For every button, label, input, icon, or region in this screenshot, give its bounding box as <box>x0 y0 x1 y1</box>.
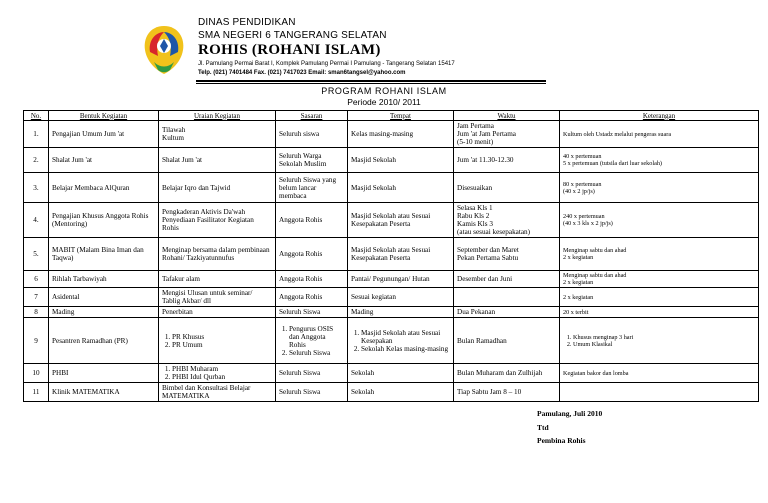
col-sasaran-header: Sasaran <box>276 111 348 121</box>
col-waktu-cell: Bulan Ramadhan <box>454 318 560 364</box>
col-bentuk-cell: Rihlah Tarbawiyah <box>49 271 159 288</box>
col-no-cell: 11 <box>24 383 49 402</box>
col-keterangan-cell: 2 x kegiatan <box>560 288 759 307</box>
cell-line: (5-10 menit) <box>457 138 494 146</box>
signature-place-date: Pamulang, Juli 2010 <box>537 409 603 418</box>
col-tempat-cell: Sekolah <box>348 383 454 402</box>
cell-line: Kamis Kls 3 <box>457 220 493 228</box>
col-uraian-cell: Tafakur alam <box>159 271 276 288</box>
cell-line: 240 x pertemuan <box>563 213 605 220</box>
list-item: 2. Umum Klasikal <box>573 341 755 348</box>
col-bentuk-cell: Asidental <box>49 288 159 307</box>
list-item: 1. PHBI Muharam <box>172 365 272 373</box>
col-waktu-cell: Jum 'at 11.30-12.30 <box>454 148 560 173</box>
cell-line: (atau sesuai kesepakatan) <box>457 228 531 236</box>
col-sasaran-cell <box>276 318 348 364</box>
cell-line: (40 x 3 kls x 2 jp/js) <box>563 220 613 227</box>
col-sasaran-cell: Seluruh Siswa <box>276 307 348 318</box>
header-rule <box>196 80 546 82</box>
signature-signer: Pembina Rohis <box>537 436 586 445</box>
cell-line: (40 x 2 jp/js) <box>563 187 595 195</box>
table-row <box>24 288 759 307</box>
table-row <box>24 364 759 383</box>
list-item: 1. Masjid Sekolah atau Sesuai Kesepakan <box>361 329 450 345</box>
col-uraian-cell: Mengisi Ulusan untuk seminar/ Tablig Akbar/ dll <box>159 288 276 307</box>
table-row <box>24 383 759 402</box>
header-rule-thin <box>196 83 546 84</box>
cell-line: Menginap sabtu dan ahad <box>563 272 627 279</box>
col-keterangan-cell: Kultum oleh Ustadz melalui pengeras suara <box>560 121 759 148</box>
school-logo-icon <box>140 22 188 80</box>
list-item: 1. Khusus menginap 3 hari <box>573 334 755 341</box>
col-no-cell: 4. <box>24 203 49 238</box>
table-body <box>24 121 759 402</box>
col-bentuk-cell: Pengajian Umum Jum 'at <box>49 121 159 148</box>
org-name: ROHIS (ROHANI ISLAM) <box>198 42 381 58</box>
col-no-cell: 6 <box>24 271 49 288</box>
list-item: 2. Seluruh Siswa <box>289 349 344 357</box>
cell-line: Tilawah <box>162 126 186 134</box>
col-uraian-cell <box>159 364 276 383</box>
col-uraian-cell: Menginap bersama dalam pembinaan Rohani/ Tazkiyatunnufus <box>159 238 276 271</box>
col-waktu-cell <box>454 288 560 307</box>
table-row <box>24 318 759 364</box>
cell-line: Kultum <box>162 134 184 142</box>
list-item: 2. Sekolah Kelas masing-masing <box>361 345 450 353</box>
col-keterangan-cell: 20 x terbit <box>560 307 759 318</box>
col-uraian-cell <box>159 121 276 148</box>
table-row <box>24 307 759 318</box>
col-no-cell: 7 <box>24 288 49 307</box>
col-waktu-cell: Bulan Muharam dan Zulhijah <box>454 364 560 383</box>
list-item: 1. Pengurus OSIS dan Anggota Rohis <box>289 325 344 349</box>
col-no-header: No. <box>24 111 49 121</box>
cell-line: 2 x kegiatan <box>563 254 594 261</box>
col-bentuk-cell: Klinik MATEMATIKA <box>49 383 159 402</box>
col-no-cell: 1. <box>24 121 49 148</box>
list-item: 2. PR Umum <box>172 341 272 349</box>
col-no-cell: 5. <box>24 238 49 271</box>
col-tempat-cell: Masjid Sekolah atau Sesuai Kesepakatan Peserta <box>348 238 454 271</box>
col-tempat-cell: Sesuai kegiatan <box>348 288 454 307</box>
col-no-cell: 10 <box>24 364 49 383</box>
cell-line: Pekan Pertama Sabtu <box>457 254 519 262</box>
table-row <box>24 148 759 173</box>
cell-line: Jum 'at Jam Pertama <box>457 130 516 138</box>
col-sasaran-cell: Anggota Rohis <box>276 203 348 238</box>
cell-line: Jam Pertama <box>457 122 494 130</box>
col-bentuk-cell: PHBI <box>49 364 159 383</box>
col-keterangan-cell <box>560 238 759 271</box>
col-sasaran-cell: Seluruh Siswa yang belum lancar membaca <box>276 173 348 203</box>
cell-line: Menginap sabtu dan ahad <box>563 247 627 254</box>
col-keterangan-cell <box>560 203 759 238</box>
col-keterangan-cell <box>560 271 759 288</box>
col-tempat-cell: Masjid Sekolah <box>348 173 454 203</box>
col-tempat-cell <box>348 318 454 364</box>
agency-name: DINAS PENDIDIKAN <box>198 17 296 28</box>
col-waktu-cell: Tiap Sabtu Jam 8 – 10 <box>454 383 560 402</box>
col-bentuk-cell: Mading <box>49 307 159 318</box>
col-tempat-cell: Masjid Sekolah atau Sesuai Kesepakatan Peserta <box>348 203 454 238</box>
col-waktu-cell <box>454 203 560 238</box>
col-uraian-cell: Pengkaderan Aktivis Da'wah Penyediaan Fasilitator Kegiatan Rohis <box>159 203 276 238</box>
table-header-row <box>24 111 759 121</box>
col-waktu-cell <box>454 238 560 271</box>
col-uraian-cell: Penerbitan <box>159 307 276 318</box>
cell-line: 2 x kegiatan <box>563 279 594 286</box>
col-tempat-cell: Mading <box>348 307 454 318</box>
col-waktu-header: Waktu <box>454 111 560 121</box>
col-keterangan-cell <box>560 173 759 203</box>
col-no-cell: 8 <box>24 307 49 318</box>
col-uraian-cell <box>159 318 276 364</box>
col-bentuk-cell: Pesantren Ramadhan (PR) <box>49 318 159 364</box>
col-uraian-cell: Shalat Jum 'at <box>159 148 276 173</box>
col-keterangan-cell <box>560 148 759 173</box>
col-sasaran-cell: Seluruh Siswa <box>276 383 348 402</box>
document-title: PROGRAM ROHANI ISLAM <box>321 86 447 96</box>
col-uraian-header: Uraian Kegiatan <box>159 111 276 121</box>
col-no-cell: 3. <box>24 173 49 203</box>
col-uraian-cell: Belajar Iqro dan Tajwid <box>159 173 276 203</box>
list-item: 1. PR Khusus <box>172 333 272 341</box>
col-sasaran-cell: Anggota Rohis <box>276 238 348 271</box>
col-bentuk-cell: Belajar Membaca AlQuran <box>49 173 159 203</box>
col-waktu-cell: Desember dan Juni <box>454 271 560 288</box>
col-tempat-cell: Masjid Sekolah <box>348 148 454 173</box>
document-period: Periode 2010/ 2011 <box>347 97 421 107</box>
table-row <box>24 121 759 148</box>
col-sasaran-cell: Anggota Rohis <box>276 288 348 307</box>
col-keterangan-cell <box>560 383 759 402</box>
cell-line: Selasa Kls 1 <box>457 204 493 212</box>
col-tempat-cell: Sekolah <box>348 364 454 383</box>
col-no-cell: 2. <box>24 148 49 173</box>
col-sasaran-cell: Anggota Rohis <box>276 271 348 288</box>
col-bentuk-header: Bentuk Kegiatan <box>49 111 159 121</box>
cell-line: 40 x pertemuan <box>563 153 602 160</box>
table-row <box>24 238 759 271</box>
cell-line: 5 x pertemuan (tutsila dari luar sekolah) <box>563 160 662 167</box>
col-tempat-header: Tempat <box>348 111 454 121</box>
table-row <box>24 173 759 203</box>
cell-line: September dan Maret <box>457 246 519 254</box>
col-sasaran-cell: Seluruh Warga Sekolah Muslim <box>276 148 348 173</box>
signature-ttd: Ttd <box>537 423 549 432</box>
col-keterangan-cell <box>560 318 759 364</box>
col-no-cell: 9 <box>24 318 49 364</box>
col-tempat-cell: Pantai/ Pegunungan/ Hutan <box>348 271 454 288</box>
col-uraian-cell: Bimbel dan Konsultasi Belajar MATEMATIKA <box>159 383 276 402</box>
program-table <box>23 110 759 402</box>
col-waktu-cell: Disesuaikan <box>454 173 560 203</box>
col-keterangan-header: Keterangan <box>560 111 759 121</box>
list-item: 2. PHBI Idul Qurban <box>172 373 272 381</box>
col-bentuk-cell: Shalat Jum 'at <box>49 148 159 173</box>
col-tempat-cell: Kelas masing-masing <box>348 121 454 148</box>
col-bentuk-cell: Pengajian Khusus Anggota Rohis (Mentoring) <box>49 203 159 238</box>
school-name: SMA NEGERI 6 TANGERANG SELATAN <box>198 30 387 41</box>
cell-line: 80 x pertemuan <box>563 180 602 188</box>
col-waktu-cell <box>454 121 560 148</box>
table-row <box>24 271 759 288</box>
cell-line: Rabu Kls 2 <box>457 212 490 220</box>
table-row <box>24 203 759 238</box>
col-sasaran-cell: Seluruh siswa <box>276 121 348 148</box>
address: Jl. Pamulang Permai Barat I, Komplek Pamulang Permai I Pamulang - Tangerang Selatan 15417 <box>198 61 455 67</box>
col-keterangan-cell: Kegiatan bakor dan lomba <box>560 364 759 383</box>
col-waktu-cell: Dua Pekanan <box>454 307 560 318</box>
contact-info: Telp. (021) 7401484 Fax. (021) 7417023 Email: sman6tangsel@yahoo.com <box>198 70 406 76</box>
col-bentuk-cell: MABIT (Malam Bina Iman dan Taqwa) <box>49 238 159 271</box>
letterhead <box>0 0 768 90</box>
col-sasaran-cell: Seluruh Siswa <box>276 364 348 383</box>
